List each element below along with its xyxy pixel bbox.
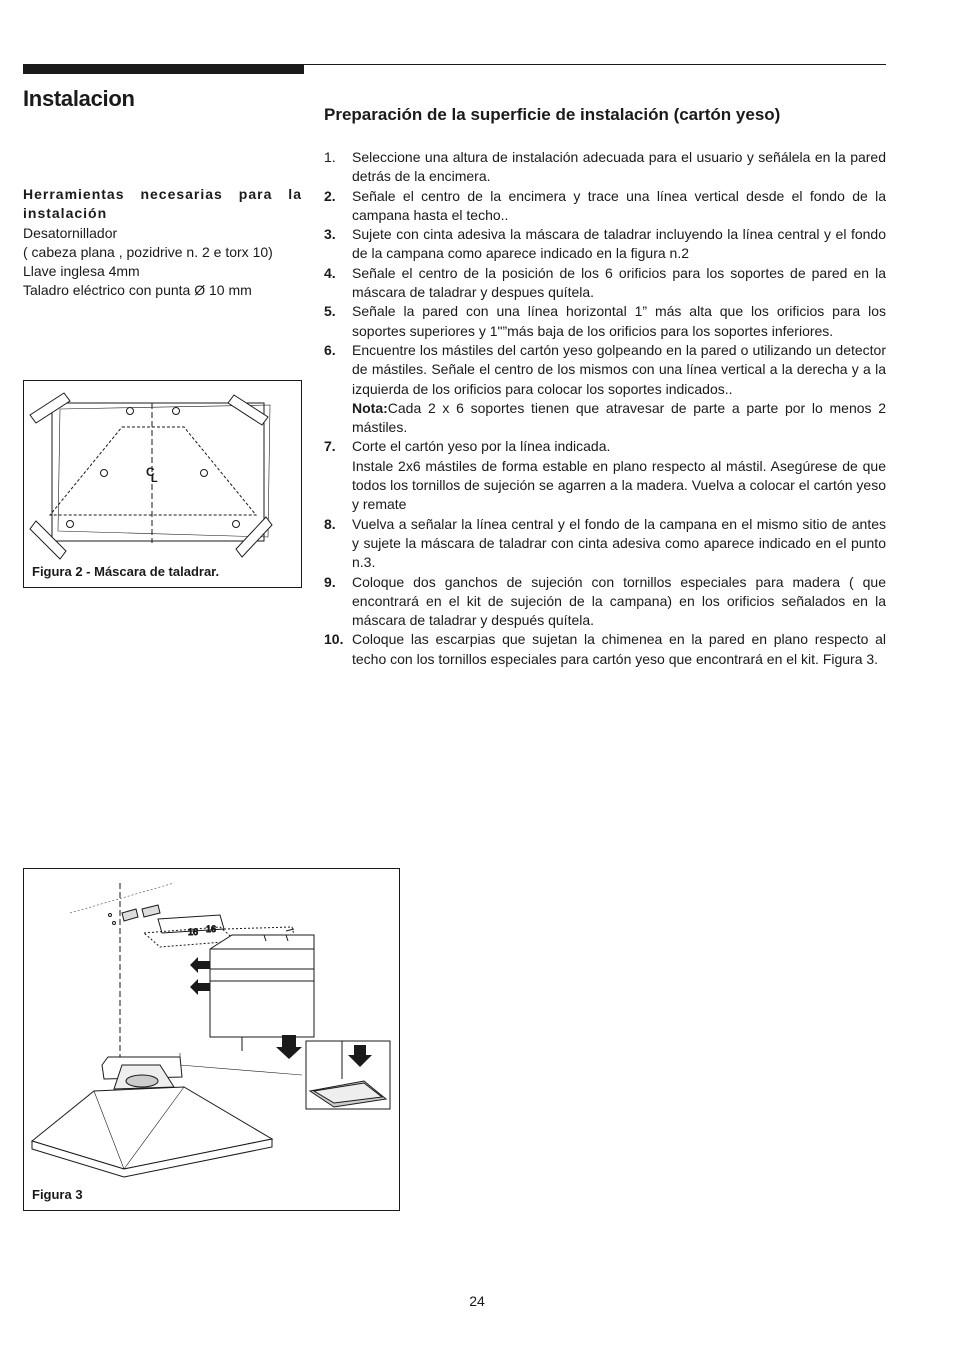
- step-item: [324, 341, 886, 437]
- tools-block: [23, 185, 302, 301]
- page-number: 24: [469, 1293, 485, 1309]
- header-rule-thin: [304, 64, 886, 65]
- hood-assembly-drawing: [24, 869, 399, 1210]
- step-number: 9.: [324, 573, 336, 590]
- step-item: [324, 630, 886, 669]
- tools-item: Llave inglesa 4mm: [23, 263, 140, 280]
- tools-item: ( cabeza plana , pozidrive n. 2 e torx 10): [23, 243, 273, 260]
- step-number: 4.: [324, 264, 336, 281]
- step-item: [324, 437, 886, 514]
- step-text: Señale el centro de la posición de los 6 orificios para los soportes de pared en la máscara de taladrar y despues quítela.: [352, 264, 886, 301]
- section-title: Preparación de la superficie de instalación (cartón yeso): [324, 105, 781, 124]
- step-item: [324, 515, 886, 573]
- step-item: [324, 264, 886, 303]
- center-mark-l: L: [151, 473, 158, 485]
- figure-2-caption: Figura 2 - Máscara de taladrar.: [32, 564, 220, 579]
- drilling-template-drawing: [24, 381, 301, 587]
- step-number: 10.: [324, 631, 344, 648]
- step-number: 5.: [324, 303, 336, 320]
- step-number: 7.: [324, 438, 336, 455]
- figure-3-caption: Figura 3: [32, 1187, 83, 1202]
- center-mark-c: C: [146, 465, 155, 479]
- figure-3-hood-assembly: [23, 868, 400, 1211]
- step-number: 2.: [324, 187, 336, 204]
- header-rule-thick: [23, 64, 304, 74]
- tools-item: Taladro eléctrico con punta Ø 10 mm: [23, 282, 252, 299]
- bracket-label-a: 16: [188, 927, 199, 937]
- page-title: Instalacion: [23, 86, 135, 111]
- tools-item: Desatornillador: [23, 224, 118, 241]
- figure-2-drilling-template: [23, 380, 302, 588]
- step-item: [324, 225, 886, 264]
- step-number: 6.: [324, 341, 336, 358]
- step-text: Encuentre los mástiles del cartón yeso golpeando en la pared o utilizando un detector de mástiles. Señale el centro de los mismos con una línea vertical a la derecha y a la izquierda de los orificios para colocar los soportes indicados..: [352, 341, 886, 397]
- step-text: Coloque dos ganchos de sujeción con tornillos especiales para madera ( que encontrará en el kit de sujeción de la campana) en los orificios señalados en la máscara de taladrar y después quítela.: [352, 573, 886, 629]
- step-number: 8.: [324, 515, 336, 532]
- steps-list: [324, 148, 886, 669]
- tools-heading: Herramientas necesarias para la instalación: [23, 186, 302, 222]
- step-text: Señale la pared con una línea horizontal 1” más alta que los orificios para los soportes superiores y 1"”más baja de los orificios para los soportes inferiores.: [352, 303, 886, 339]
- bracket-label-b: 16: [206, 924, 217, 934]
- step-text: Sujete con cinta adesiva la máscara de taladrar incluyendo la línea central y el fondo de la campana como aparece indicado en la figura n.2: [352, 226, 886, 262]
- step-item: [324, 148, 886, 187]
- step-text: Seleccione una altura de instalación adecuada para el usuario y señálela en la pared detrás de la encimera.: [352, 149, 886, 185]
- step-text: Señale el centro de la encimera y trace una línea vertical desde el fondo de la campana hasta el techo..: [352, 187, 886, 223]
- step-number: 1.: [324, 149, 336, 165]
- step-number: 3.: [324, 226, 336, 243]
- step-item: [324, 302, 886, 341]
- step-text: Coloque las escarpias que sujetan la chimenea en la pared en plano respecto al techo con los tornillos especiales para cartón yeso que encontrará en el kit. Figura 3.: [352, 631, 886, 667]
- step-note-text: Cada 2 x 6 soportes tienen que atravesar de parte a parte por lo menos 2 mástiles.: [352, 399, 886, 436]
- step-item: [324, 573, 886, 631]
- step-extra-text: Instale 2x6 mástiles de forma estable en plano respecto al mástil. Asegúrese de que todos los tornillos de sujeción se agarren a la madera. Vuelva a colocar el cartón yeso y remate: [352, 457, 886, 513]
- step-item: [324, 187, 886, 226]
- step-note-label: Nota:: [352, 399, 388, 416]
- step-text: Vuelva a señalar la línea central y el fondo de la campana en el mismo sitio de antes y sujete la máscara de taladrar con cinta adesiva como aparece indicado en el punto n.3.: [352, 515, 886, 571]
- step-text: Corte el cartón yeso por la línea indicada.: [352, 438, 611, 455]
